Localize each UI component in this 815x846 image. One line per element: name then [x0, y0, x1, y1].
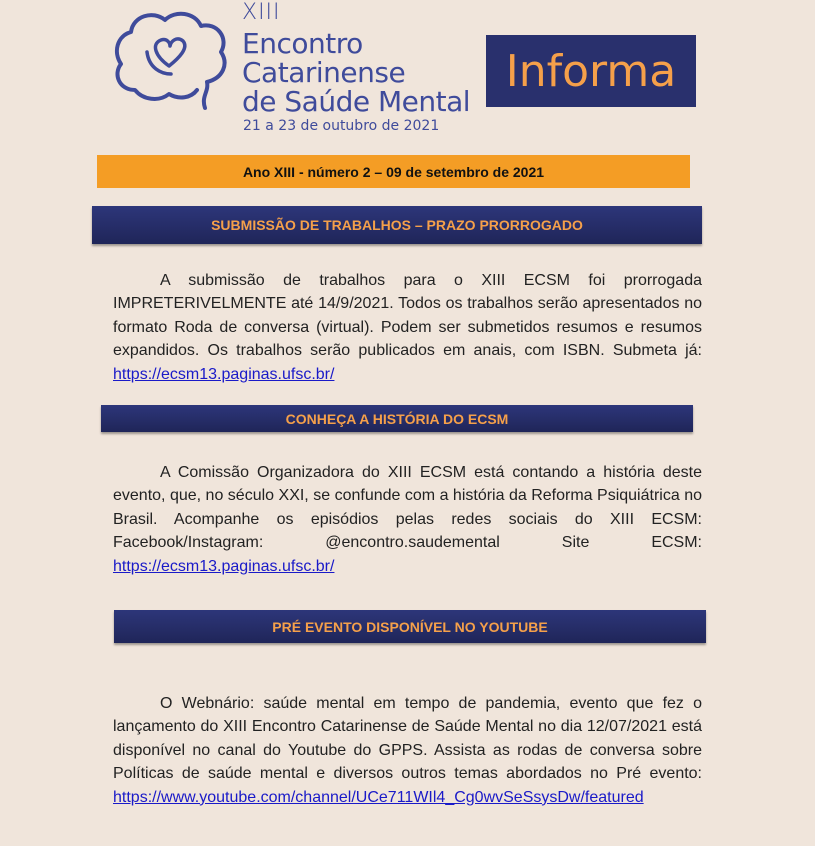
- paragraph-text: A Comissão Organizadora do XIII ECSM está contando a história deste evento, que, no século XXI, se confunde com a história da Reforma Psiquiátrica no Brasil. Acompanhe os episódios pelas redes sociais do XIII ECSM: Facebook/Instagram: @encontro.saudemental Site ECSM:: [113, 464, 702, 552]
- event-dates: 21 a 23 de outubro de 2021: [243, 118, 440, 134]
- ecsm-site-link[interactable]: https://ecsm13.paginas.ufsc.br/: [113, 365, 335, 383]
- ecsm-site-link[interactable]: https://ecsm13.paginas.ufsc.br/: [113, 557, 335, 575]
- youtube-channel-link[interactable]: https://www.youtube.com/channel/UCe711WIl4_Cg0wvSeSsysDw/featured: [113, 788, 644, 806]
- brain-heart-logo-icon: [113, 8, 233, 112]
- event-title-line-2: Catarinense: [242, 56, 406, 89]
- section-paragraph-submissao: [113, 269, 702, 386]
- informa-banner: Informa: [486, 35, 696, 107]
- paragraph-text: A submissão de trabalhos para o XIII ECSM foi prorrogada IMPRETERIVELMENTE até 14/9/2021. Todos os trabalhos serão apresentados no formato Roda de conversa (virtual). Podem ser submetidos resumos e resumos expandidos. Os trabalhos serão publicados em anais, com ISBN. Submeta já:: [113, 272, 702, 360]
- edition-label: XIII: [242, 0, 281, 25]
- section-paragraph-historia: [113, 461, 702, 578]
- issue-bar: Ano XIII - número 2 – 09 de setembro de 2021: [97, 155, 690, 188]
- section-heading-youtube: PRÉ EVENTO DISPONÍVEL NO YOUTUBE: [114, 610, 706, 643]
- section-paragraph-youtube: [113, 692, 702, 809]
- event-title-line-1: Encontro: [242, 27, 363, 60]
- section-heading-submissao: SUBMISSÃO DE TRABALHOS – PRAZO PRORROGADO: [92, 206, 702, 244]
- event-title-line-3: de Saúde Mental: [242, 85, 471, 118]
- paragraph-text: O Webnário: saúde mental em tempo de pandemia, evento que fez o lançamento do XIII Encontro Catarinense de Saúde Mental no dia 12/07/2021 está disponível no canal do Youtube do GPPS. Assista as rodas de conversa sobre Políticas de saúde mental e diversos outros temas abordados no Pré evento:: [113, 695, 702, 783]
- section-heading-historia: CONHEÇA A HISTÓRIA DO ECSM: [101, 405, 693, 432]
